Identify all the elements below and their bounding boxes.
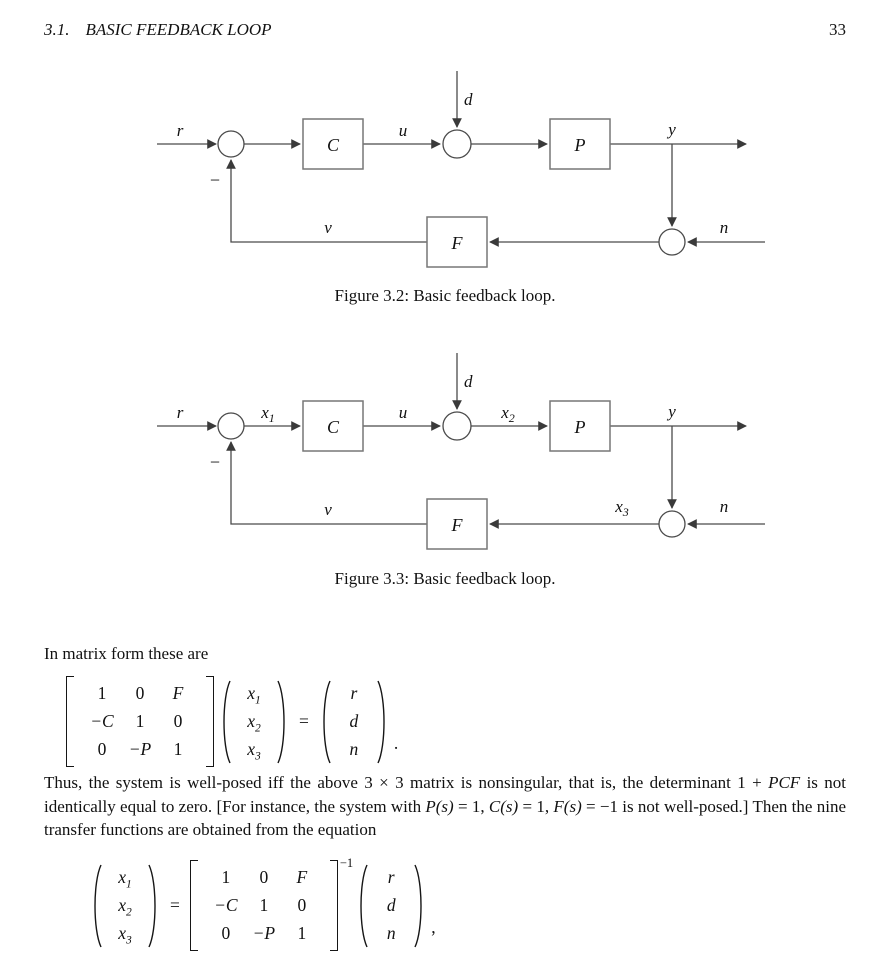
matrix-cell: −C [90, 711, 114, 731]
coefficient-matrix [199, 860, 329, 951]
matrix-cell: −P [252, 923, 276, 943]
right-bracket [330, 860, 338, 951]
x2-label: $x_2$ [501, 403, 515, 425]
v-label: v [324, 500, 332, 519]
matrix-cell: 1 [259, 895, 269, 915]
equation-2 [90, 856, 436, 951]
minus-sign: − [209, 170, 221, 190]
state-vector [103, 860, 147, 951]
controller-label: C [326, 417, 340, 437]
state-vector [232, 676, 276, 767]
plant-label: P [574, 135, 586, 155]
equation-1 [66, 676, 398, 767]
x3-label: $x_3$ [615, 497, 629, 519]
matrix-cell: 1 [221, 867, 231, 887]
n-label: n [719, 497, 729, 516]
feedback-label: F [451, 515, 463, 535]
d-label: d [464, 90, 473, 109]
coefficient-matrix [75, 676, 205, 767]
left-paren [90, 862, 103, 950]
rhs-vector [369, 860, 413, 951]
section-number: 3.1. [44, 20, 70, 39]
summing-junction-noise [659, 511, 685, 537]
vector-cell: $x_3$ [247, 739, 261, 763]
summing-junction-disturbance [443, 130, 471, 158]
intro-text: In matrix form these are [44, 644, 209, 663]
matrix-cell: 0 [221, 923, 231, 943]
matrix-cell: 1 [297, 923, 307, 943]
right-paren [147, 862, 160, 950]
vector-cell: $x_2$ [118, 895, 132, 919]
left-bracket [66, 676, 74, 767]
section-heading [44, 20, 272, 40]
vector-cell: $x_1$ [118, 867, 132, 891]
y-label: y [668, 120, 676, 139]
vector-cell: $x_2$ [247, 711, 261, 735]
period: . [393, 733, 399, 753]
figure-3-3 [140, 344, 780, 560]
vector-cell: d [386, 895, 396, 915]
vector-cell: n [386, 923, 396, 943]
vector-cell: d [349, 711, 359, 731]
v-label: v [324, 218, 332, 237]
right-paren [276, 678, 289, 766]
right-paren [376, 678, 389, 766]
right-paren [413, 862, 426, 950]
page-number: 33 [829, 20, 846, 39]
matrix-cell: 1 [135, 711, 145, 731]
block-diagram-3-3 [140, 344, 780, 560]
matrix-cell: 0 [173, 711, 183, 731]
matrix-cell: 0 [259, 867, 269, 887]
left-paren [356, 862, 369, 950]
vector-cell: $x_1$ [247, 683, 261, 707]
d-label: d [464, 372, 473, 391]
body-paragraph: Thus, the system is well-posed iff the above 3 × 3 matrix is nonsingular, that is, the determinant 1 + PCF is not identically equal to zero. [For instance, the system with P(s) = 1, C(s) = 1, F(s) = −1 is not well-posed.] Then the nine transfer functions are obtained from the equation [44, 773, 847, 840]
figure-caption-3-3: Figure 3.3: Basic feedback loop. [334, 569, 556, 588]
vector-cell: n [349, 739, 359, 759]
inverse-exponent: −1 [339, 856, 354, 870]
matrix-cell: F [172, 683, 184, 703]
matrix-cell: 1 [97, 683, 107, 703]
matrix-cell: F [296, 867, 308, 887]
vector-cell: r [350, 683, 358, 703]
figure-caption-3-2: Figure 3.2: Basic feedback loop. [334, 286, 556, 305]
summing-junction-disturbance [443, 412, 471, 440]
summing-junction-error [218, 413, 244, 439]
matrix-cell: −C [214, 895, 238, 915]
equals-sign: = [170, 895, 180, 915]
vector-cell: $x_3$ [118, 923, 132, 947]
x1-label: $x_1$ [261, 403, 275, 425]
left-bracket [190, 860, 198, 951]
summing-junction-error [218, 131, 244, 157]
u-label: u [398, 403, 408, 422]
feedback-label: F [451, 233, 463, 253]
right-bracket [206, 676, 214, 767]
figure-3-2 [140, 62, 780, 278]
r-label: r [176, 121, 184, 140]
summing-junction-noise [659, 229, 685, 255]
plant-label: P [574, 417, 586, 437]
rhs-vector [332, 676, 376, 767]
vector-cell: r [387, 867, 395, 887]
matrix-cell: 0 [97, 739, 107, 759]
equals-sign: = [299, 711, 309, 731]
minus-sign: − [209, 452, 221, 472]
matrix-cell: 0 [297, 895, 307, 915]
controller-label: C [326, 135, 340, 155]
r-label: r [176, 403, 184, 422]
section-title: BASIC FEEDBACK LOOP [85, 20, 272, 39]
left-paren [219, 678, 232, 766]
n-label: n [719, 218, 729, 237]
left-paren [319, 678, 332, 766]
block-diagram-3-2 [140, 62, 780, 278]
page-header [44, 20, 846, 40]
comma: , [431, 917, 436, 937]
matrix-cell: 1 [173, 739, 183, 759]
y-label: y [668, 402, 676, 421]
matrix-cell: 0 [135, 683, 145, 703]
matrix-cell: −P [128, 739, 152, 759]
u-label: u [398, 121, 408, 140]
